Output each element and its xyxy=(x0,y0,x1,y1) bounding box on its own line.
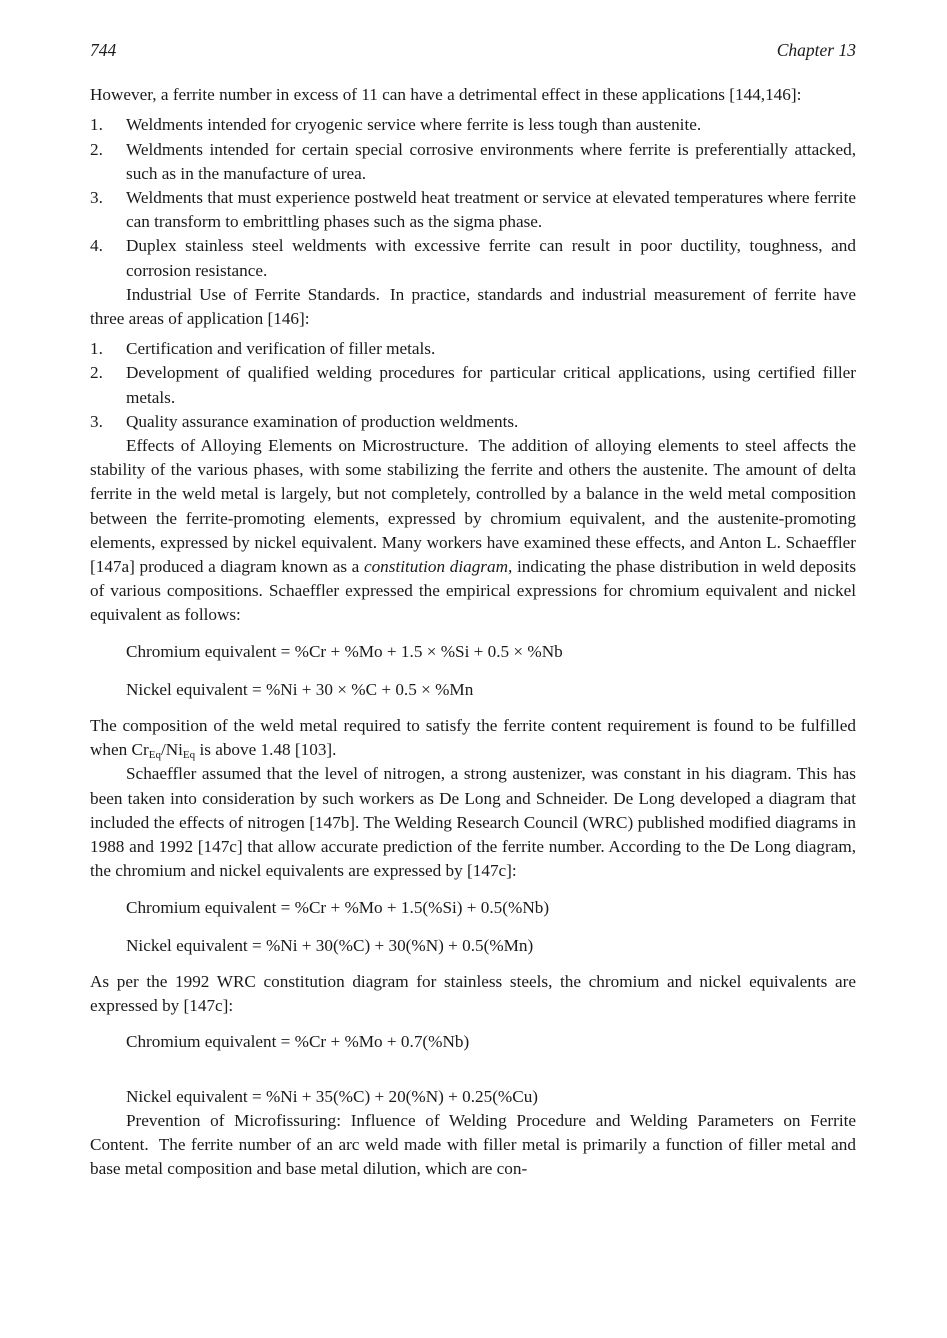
list-item-number: 2. xyxy=(90,363,103,383)
alloying-elements-paragraph xyxy=(90,434,856,628)
delong-nickel-equation: Nickel equivalent = %Ni + 30(%C) + 30(%N) + 0.5(%Mn) xyxy=(126,935,534,955)
list-item-number: 1. xyxy=(90,339,103,359)
list-item-text: Duplex stainless steel weldments with excessive ferrite can result in poor ductility, toughness, and corrosion resistance. xyxy=(126,236,856,280)
delong-paragraph: Schaeffler assumed that the level of nitrogen, a strong austenizer, was constant in his diagram. This has been taken into consideration by such workers as De Long and Schneider. De Long developed a diagram that included the effects of nitrogen [147b]. The Welding Research Council (WRC) published modified diagrams in 1988 and 1992 [147c] that allow accurate prediction of the ferrite number. According to the De Long diagram, the chromium and nickel equivalents are expressed by [147c]: xyxy=(90,764,856,881)
list-item xyxy=(90,138,856,186)
prevention-paragraph xyxy=(90,1109,856,1182)
paragraph-text: The composition of the weld metal required to satisfy the ferrite content requirement is found to be fulfilled when Cr xyxy=(90,716,856,760)
run-in-heading: Prevention of Microfissuring: Influence of Welding Procedure and Welding Parameters on Ferrite Content. xyxy=(90,1110,856,1154)
paragraph-text: /Ni xyxy=(160,740,183,760)
ferrite-applications-list xyxy=(90,337,856,434)
wrc-paragraph: As per the 1992 WRC constitution diagram for stainless steels, the chromium and nickel equivalents are expressed by [147c]: xyxy=(90,971,856,1016)
page-number: 744 xyxy=(90,40,117,60)
list-item xyxy=(90,113,856,137)
list-item xyxy=(90,361,856,409)
list-item-text: Weldments intended for cryogenic service where ferrite is less tough than austenite. xyxy=(126,115,702,135)
run-in-heading: Effects of Alloying Elements on Microstructure. xyxy=(126,436,469,456)
paragraph-text: The addition of alloying elements to steel affects the stability of the various phases, with some stabilizing the ferrite and others the austenite. The amount of delta ferrite in the weld metal is largely, but not completely, controlled by a balance in the weld metal composition between the ferrite-promoting elements, expressed by chromium equivalent, and the austenite-promoting elements, expressed by nickel equivalent. Many workers have examined these effects, and Anton L. Schaeffler [147a] produced a diagram known as a xyxy=(90,436,856,577)
italic-term: constitution diagram, xyxy=(363,557,513,577)
list-item-number: 1. xyxy=(90,115,103,135)
intro-paragraph: However, a ferrite number in excess of 11 can have a detrimental effect in these applications [144,146]: xyxy=(90,85,802,105)
wrc-nickel-equation: Nickel equivalent = %Ni + 35(%C) + 20(%N) + 0.25(%Cu) xyxy=(126,1086,539,1106)
running-head xyxy=(90,38,856,62)
delong-chromium-equation: Chromium equivalent = %Cr + %Mo + 1.5(%Si) + 0.5(%Nb) xyxy=(126,897,550,917)
list-item xyxy=(90,234,856,282)
run-in-heading: Industrial Use of Ferrite Standards. xyxy=(126,284,380,304)
paragraph-text: In practice, standards and industrial measurement of ferrite have three areas of application [146]: xyxy=(90,284,856,329)
page xyxy=(90,38,856,1181)
list-item-number: 4. xyxy=(90,236,103,256)
list-item xyxy=(90,186,856,234)
schaeffler-nickel-equation: Nickel equivalent = %Ni + 30 × %C + 0.5 × %Mn xyxy=(126,679,474,699)
subscript: Eq xyxy=(148,749,161,762)
list-item xyxy=(90,337,856,361)
list-item-text: Weldments intended for certain special corrosive environments where ferrite is preferentially attacked, such as in the manufacture of urea. xyxy=(126,139,856,183)
list-item-number: 3. xyxy=(90,411,103,431)
list-item-text: Weldments that must experience postweld heat treatment or service at elevated temperatures where ferrite can transform to embrittling phases such as the sigma phase. xyxy=(126,188,856,232)
schaeffler-chromium-equation: Chromium equivalent = %Cr + %Mo + 1.5 × %Si + 0.5 × %Nb xyxy=(126,641,563,661)
wrc-chromium-equation: Chromium equivalent = %Cr + %Mo + 0.7(%Nb) xyxy=(126,1032,470,1052)
industrial-use-paragraph xyxy=(90,283,856,331)
subscript: Eq xyxy=(182,749,196,762)
list-item-text: Quality assurance examination of production weldments. xyxy=(126,411,519,431)
list-item-number: 3. xyxy=(90,188,103,208)
list-item xyxy=(90,410,856,434)
paragraph-text: indicating the phase distribution in weld deposits of various compositions. Schaeffler expressed the empirical expressions for chromium equivalent and nickel equivalent as follows: xyxy=(90,557,857,625)
list-item-text: Certification and verification of filler metals. xyxy=(126,339,436,359)
composition-paragraph xyxy=(90,714,856,762)
list-item-number: 2. xyxy=(90,139,103,159)
chapter-label: Chapter 13 xyxy=(776,40,856,60)
list-item-text: Development of qualified welding procedures for particular critical applications, using certified filler metals. xyxy=(126,363,856,407)
paragraph-text: The ferrite number of an arc weld made with filler metal is primarily a function of filler metal and base metal composition and base metal dilution, which are con- xyxy=(90,1134,856,1179)
detrimental-applications-list xyxy=(90,113,856,282)
paragraph-text: is above 1.48 [103]. xyxy=(195,740,337,760)
